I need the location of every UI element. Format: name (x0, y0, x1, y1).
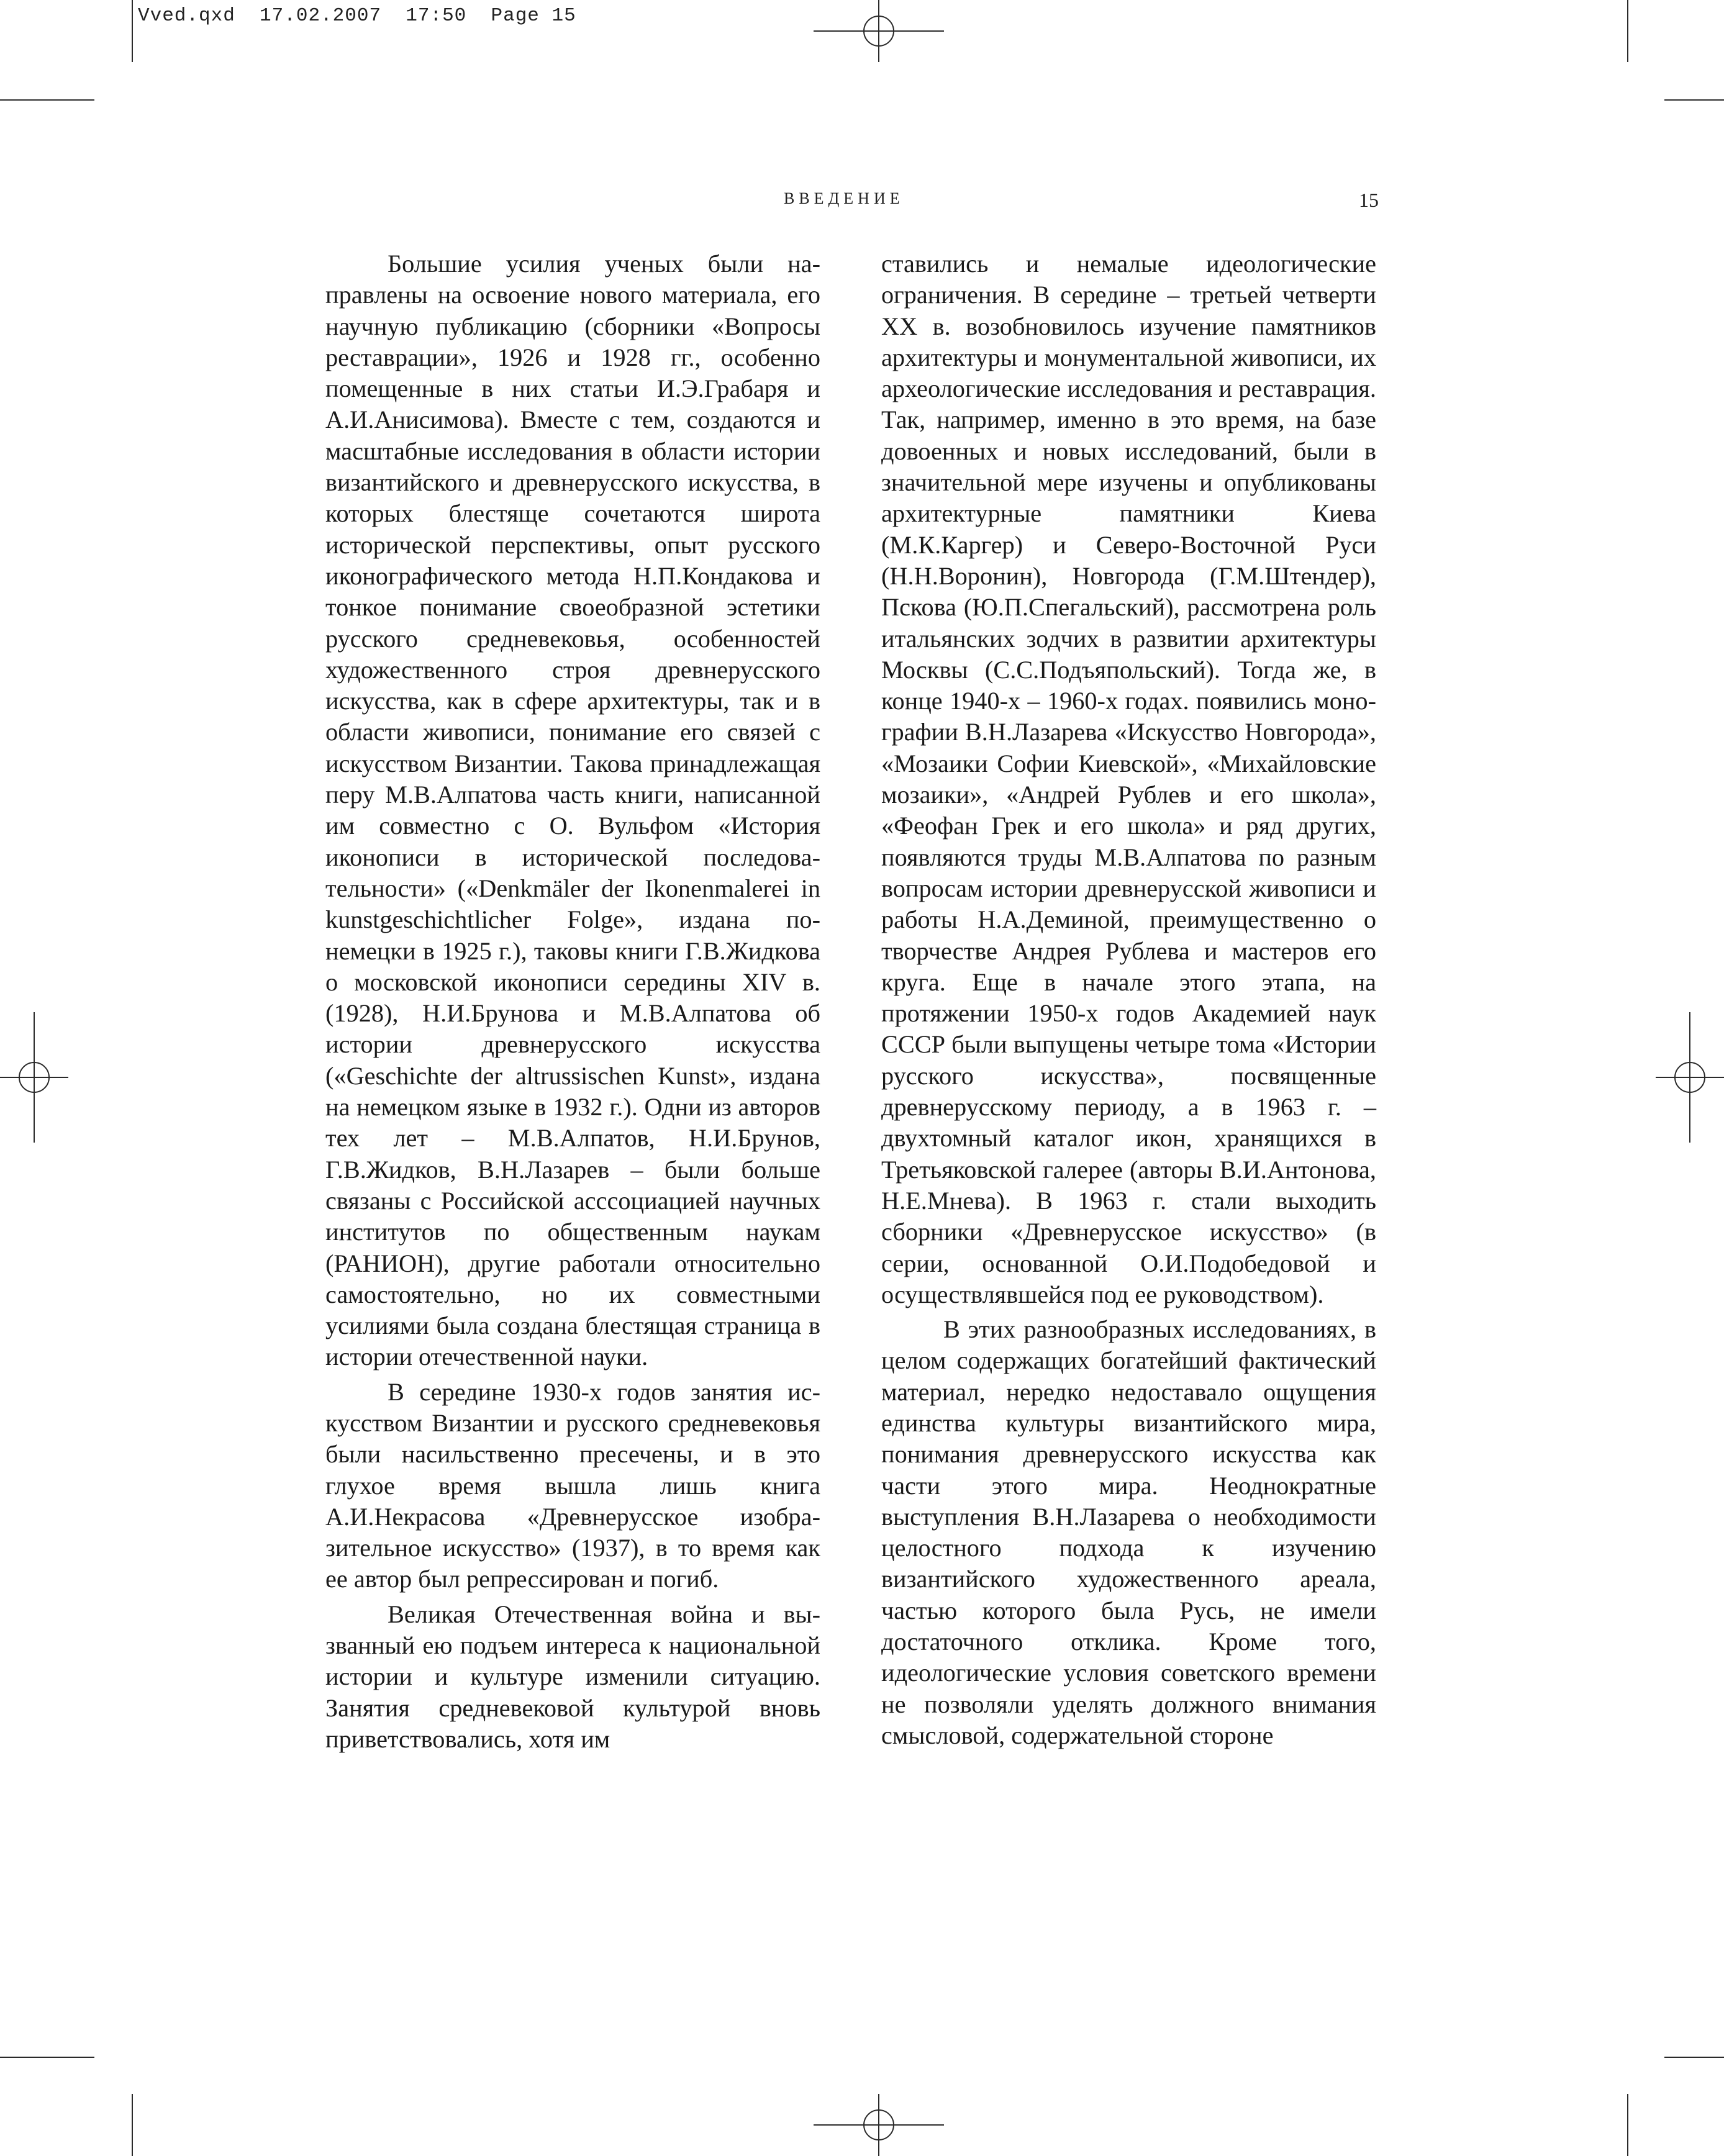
page-number: 15 (1359, 189, 1379, 211)
right-text-column (881, 248, 1376, 1751)
registration-mark-right-icon (1656, 1012, 1724, 1143)
paragraph: Большие усилия ученых были направлены на освоение нового материала, его научную публикацию (сборники «Вопросы реставрации», 1926 и 1928 гг., особенно помещенные в них статьи И.Э.Грабаря и А.И.Анисимова). Вместе с тем, создаются и масштабные исследования в области истории византийского и древнерусского искусства, в которых блестяще сочетаются широта исторической перспективы, опыт русского иконографического метода Н.П.Кондакова и тонкое понимание своеобразной эстетики русского средневековья, особенностей художественного строя древнерусского искусства, как в сфере архитектуры, так и в области живописи, понимание его связей с искусством Византии. Такова принадлежащая перу М.В.Алпатова часть книги, написанной им совместно с О. Вульфом «История иконописи в исторической последовательности» («Denkmäler der Ikonenmalerei in kunstgeschichtlicher Folge», издана по-немецки в 1925 г.), таковы книги Г.В.Жидкова о московской иконописи середины XIV в. (1928), Н.И.Брунова и М.В.Алпатова об истории древнерусского искусства («Geschichte der altrussischen Kunst», издана на немецком языке в 1932 г.). Одни из авторов тех лет – М.В.Алпатов, Н.И.Брунов, Г.В.Жидков, В.Н.Лазарев – были больше связаны с Российской асссоциацией научных институтов по общественным наукам (РАНИОН), другие работали относительно самостоятельно, но их совместными усилиями была создана блестящая страница в истории отечественной науки. (325, 250, 820, 1371)
running-header-title: ВВЕДЕНИЕ (784, 189, 904, 207)
crop-mark-top-left-vertical (132, 0, 133, 62)
registration-mark-bottom-icon (814, 2094, 944, 2156)
paragraph: В середине 1930-х годов занятия искусством Византии и русского средневековья были насильственно пресечены, и в это глухое время вышла лишь книга А.И.Некрасова «Древнерусское изобразительное искусство» (1937), в то время как ее автор был репрессирован и погиб. (325, 1377, 820, 1593)
left-text-column (325, 248, 820, 1755)
crop-mark-top-right-vertical (1627, 0, 1628, 62)
paragraph-continued: ставились и немалые идеологические ограничения. В середине – третьей четверти XX в. возобновилось изучение памятников архитектуры и монументальной живописи, их археологические исследования и реставрация. Так, например, именно в это время, на базе довоенных и новых исследований, были в значительной мере изучены и опубликованы архитектурные памятники Киева (М.К.Каргер) и Северо-Восточной Руси (Н.Н.Воронин), Новгорода (Г.М.Штендер), Пскова (Ю.П.Спегальский), рассмотрена роль итальянских зодчих в развитии архитектуры Москвы (С.С.Подъяпольский). Тогда же, в конце 1940-х – 1960-х годах. появились монографии В.Н.Лазарева «Искусство Новгорода», «Мозаики Софии Киевской», «Михайловские мозаики», «Андрей Рублев и его школа», «Феофан Грек и его школа» и ряд других, появляются труды М.В.Алпатова по разным вопросам истории древнерусской живописи и работы Н.А.Деминой, преимущественно о творчестве Андрея Рублева и мастеров его круга. Еще в начале этого этапа, на протяжении 1950-х годов Академией наук СССР были выпущены четыре тома «Истории русского искусства», посвященные древнерусскому периоду, а в 1963 г. – двухтомный каталог икон, хранящихся в Третьяковской галерее (авторы В.И.Антонова, Н.Е.Мнева). В 1963 г. стали выходить сборники «Древнерусское искусство» (в серии, основанной О.И.Подобедовой и осуществлявшейся под ее руководством). (881, 250, 1376, 1308)
crop-mark-bottom-right-vertical (1627, 2094, 1628, 2156)
crop-mark-top-left-horizontal (0, 99, 94, 101)
paragraph: Великая Отечественная война и вызванный ею подъем интереса к национальной истории и культуре изменили ситуацию. Занятия средневековой культурой вновь приветствовались, хотя им (325, 1600, 820, 1753)
crop-mark-bottom-right-horizontal (1664, 2057, 1724, 2058)
crop-mark-top-right-horizontal (1664, 99, 1724, 101)
crop-mark-bottom-left-vertical (132, 2094, 133, 2156)
crop-mark-bottom-left-horizontal (0, 2057, 94, 2058)
registration-mark-left-icon (0, 1012, 68, 1143)
print-slug: Vved.qxd 17.02.2007 17:50 Page 15 (138, 5, 576, 27)
registration-mark-top-icon (814, 0, 944, 62)
paragraph: В этих разнообразных исследованиях, в целом содержащих богатейший фактический материал, нередко недоставало ощущения единства культуры византийского мира, понимания древнерусского искусства как части этого мира. Неоднократные выступления В.Н.Лазарева о необходимости целостного подхода к изучению византийского художественного ареала, частью которого была Русь, не имели достаточного отклика. Кроме того, идеологические условия советского времени не позволяли уделять должного внимания смысловой, содержательной стороне (881, 1315, 1376, 1749)
